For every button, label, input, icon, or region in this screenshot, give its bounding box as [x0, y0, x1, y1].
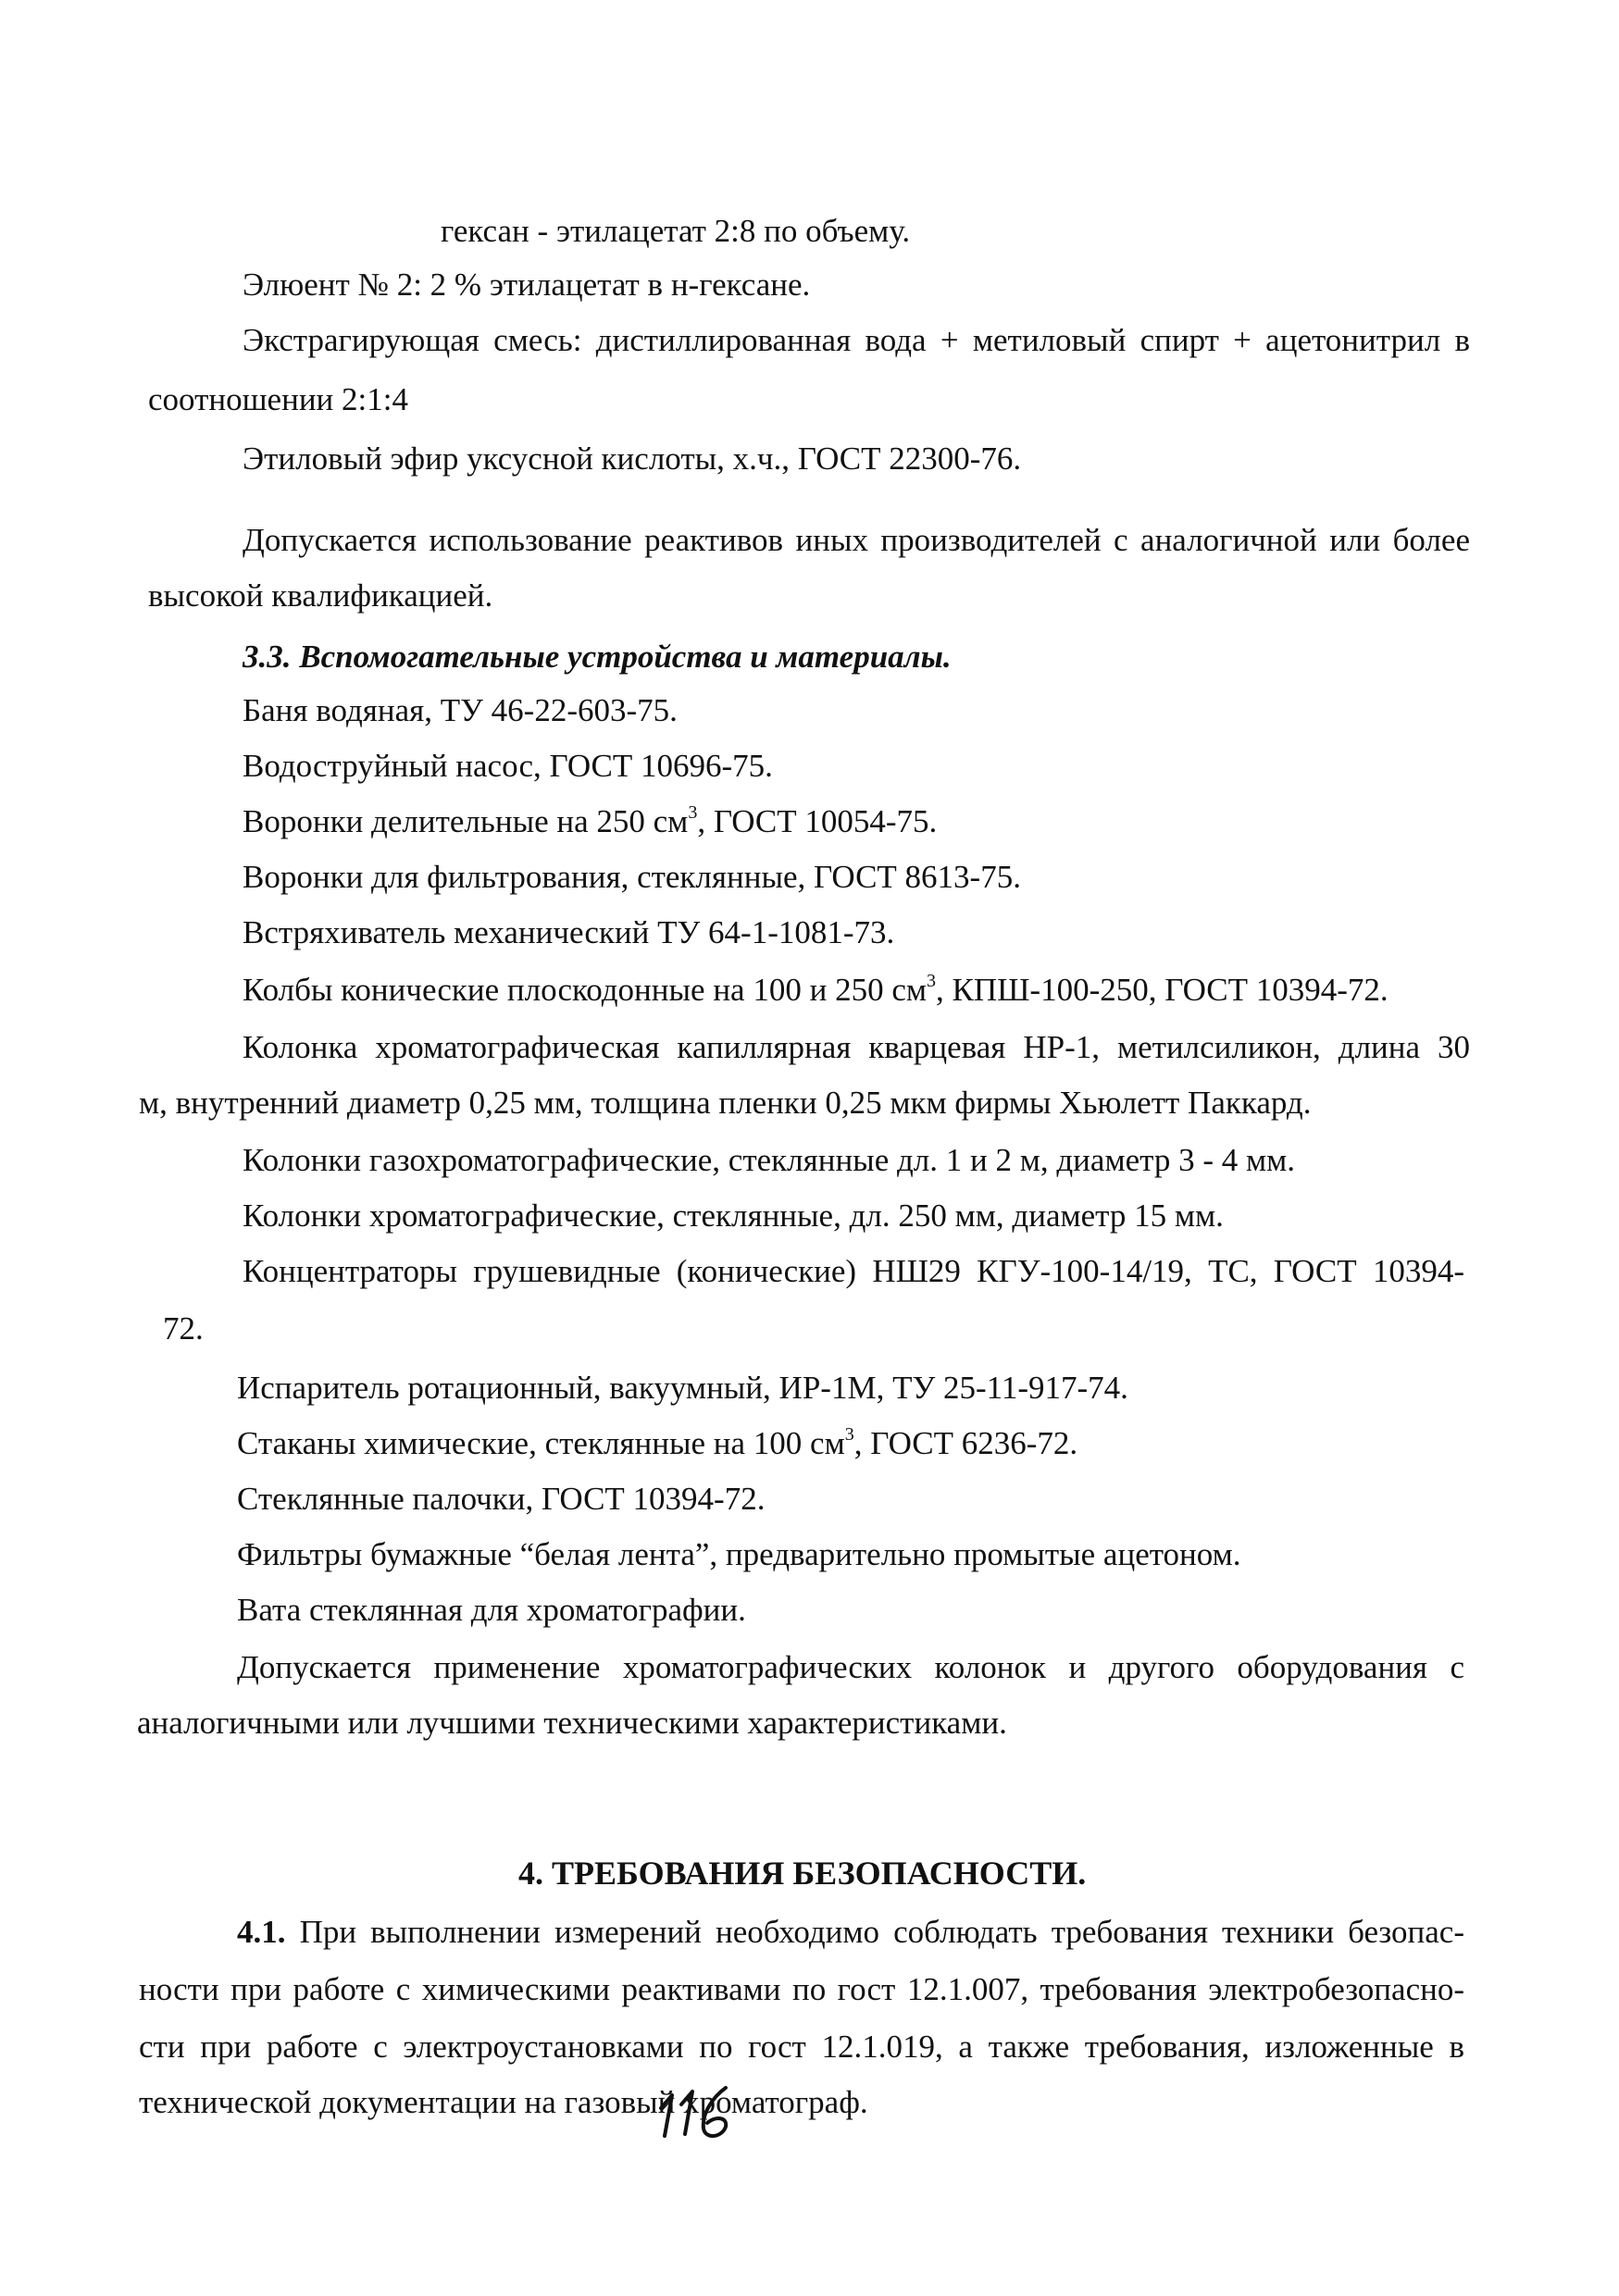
- allowed-reagents-line-1: Допускается использование реактивов иных производителей с аналогичной или более: [243, 522, 1470, 558]
- item-shaker: Встряхиватель механический ТУ 64-1-1081-73.: [243, 914, 895, 950]
- section-4-1-line-1: [237, 1912, 1464, 1953]
- item-water-pump: Водоструйный насос, ГОСТ 10696-75.: [243, 748, 773, 784]
- reagent-line-hexane: гексан - этилацетат 2:8 по объему.: [441, 213, 911, 249]
- item-gas-columns: Колонки газохроматографические, стеклянные дл. 1 и 2 м, диаметр 3 - 4 мм.: [243, 1142, 1296, 1178]
- section-4-1-line-3: сти при работе с электроустановками по гост 12.1.019, а также требования, изложенные в: [139, 2029, 1464, 2065]
- section-4-1-line-2: ности при работе с химическими реактивами по гост 12.1.007, требования электробезопасно-: [139, 1971, 1464, 2007]
- extraction-line-1: Экстрагирующая смесь: дистиллированная вода + метиловый спирт + ацетонитрил в: [243, 322, 1470, 358]
- item-flasks: [243, 970, 1389, 1011]
- superscript-3: 3: [688, 802, 698, 824]
- section-3-3-heading: 3.3. Вспомогательные устройства и материалы.: [243, 639, 952, 675]
- item-glass-wool: Вата стеклянная для хроматографии.: [237, 1592, 746, 1628]
- item-evaporator: Испаритель ротационный, вакуумный, ИР-1М, ТУ 25-11-917-74.: [237, 1370, 1128, 1406]
- item-concentrators-line-2: 72.: [163, 1310, 204, 1347]
- beakers-text: Стаканы химические, стеклянные на 100 см: [237, 1425, 845, 1461]
- item-separatory-funnels: [243, 801, 937, 842]
- superscript-3: 3: [927, 971, 936, 992]
- section-4-heading: 4. ТРЕБОВАНИЯ БЕЗОПАСНОСТИ.: [518, 1855, 1087, 1892]
- reagent-line-eluent-2: Элюент № 2: 2 % этилацетат в н-гексане.: [243, 267, 811, 303]
- item-filter-funnels: Воронки для фильтрования, стеклянные, ГОСТ 8613-75.: [243, 859, 1021, 895]
- item-paper-filters: Фильтры бумажные “белая лента”, предварительно промытые ацетоном.: [237, 1536, 1241, 1572]
- paragraph-number: 4.1.: [237, 1914, 286, 1950]
- item-capillary-column-line-2: м, внутренний диаметр 0,25 мм, толщина пленки 0,25 мкм фирмы Хьюлетт Паккард.: [139, 1085, 1312, 1121]
- extraction-line-2: соотношении 2:1:4: [148, 381, 408, 417]
- paragraph-text: При выполнении измерений необходимо соблюдать требования техники безопас-: [285, 1914, 1464, 1950]
- funnels-text: Воронки делительные на 250 см: [243, 803, 689, 839]
- item-capillary-column-line-1: Колонка хроматографическая капиллярная кварцевая НР-1, метилсиликон, длина 30: [243, 1029, 1470, 1065]
- item-water-bath: Баня водяная, ТУ 46-22-603-75.: [243, 692, 678, 728]
- item-concentrators-line-1: Концентраторы грушевидные (конические) НШ29 КГУ-100-14/19, ТС, ГОСТ 10394-: [243, 1253, 1464, 1289]
- item-beakers: [237, 1423, 1077, 1464]
- beakers-gost: , ГОСТ 6236-72.: [853, 1425, 1078, 1461]
- funnels-gost: , ГОСТ 10054-75.: [697, 803, 938, 839]
- allowed-equipment-line-2: аналогичными или лучшими техническими характеристиками.: [137, 1705, 1007, 1741]
- allowed-reagents-line-2: высокой квалификацией.: [148, 577, 493, 614]
- superscript-3: 3: [844, 1424, 854, 1446]
- flasks-text: Колбы конические плоскодонные на 100 и 250 см: [243, 972, 927, 1008]
- ethyl-acetate-line: Этиловый эфир уксусной кислоты, х.ч., ГОСТ 22300-76.: [243, 441, 1022, 477]
- flasks-gost: , КПШ-100-250, ГОСТ 10394-72.: [936, 972, 1389, 1008]
- item-glass-rods: Стеклянные палочки, ГОСТ 10394-72.: [237, 1481, 766, 1517]
- handwritten-page-number: [648, 2073, 750, 2147]
- section-4-1-line-4: технической документации на газовый хроматограф.: [139, 2084, 868, 2120]
- allowed-equipment-line-1: Допускается применение хроматографических колонок и другого оборудования с: [237, 1649, 1464, 1685]
- item-chrom-columns: Колонки хроматографические, стеклянные, дл. 250 мм, диаметр 15 мм.: [243, 1198, 1224, 1234]
